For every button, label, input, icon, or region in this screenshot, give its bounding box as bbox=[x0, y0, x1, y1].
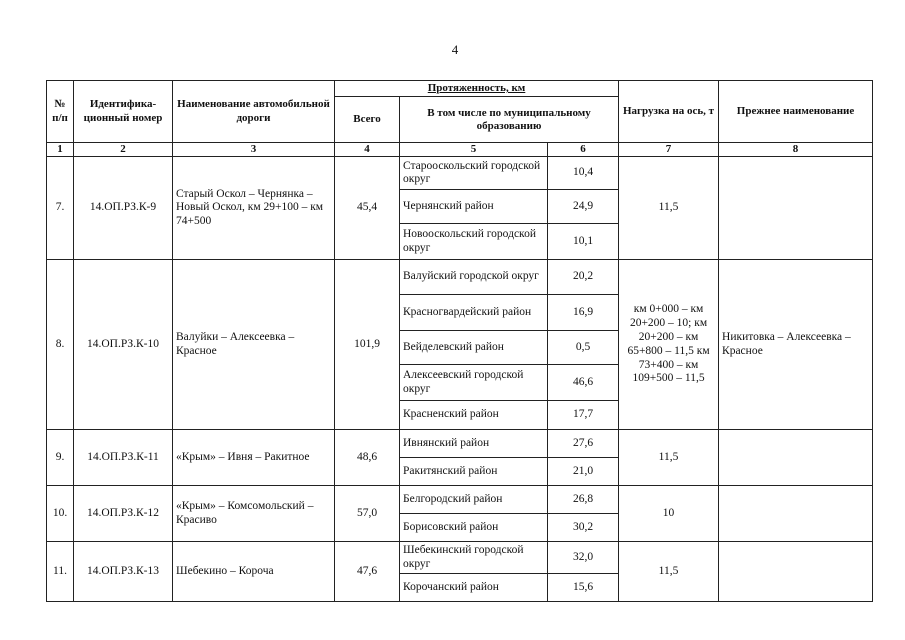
segment-length: 26,8 bbox=[548, 486, 619, 514]
road-name: «Крым» – Ивня – Ракитное bbox=[173, 430, 335, 486]
roads-table bbox=[46, 80, 873, 602]
segment-municipality: Старооскольский городской округ bbox=[400, 157, 548, 190]
column-number: 2 bbox=[74, 143, 173, 157]
road-total-length: 57,0 bbox=[335, 486, 400, 542]
column-number: 3 bbox=[173, 143, 335, 157]
road-total-length: 45,4 bbox=[335, 157, 400, 260]
column-number: 4 bbox=[335, 143, 400, 157]
road-number: 7. bbox=[47, 157, 74, 260]
column-number: 7 bbox=[619, 143, 719, 157]
road-axle-load: 10 bbox=[619, 486, 719, 542]
segment-length: 27,6 bbox=[548, 430, 619, 458]
road-number: 9. bbox=[47, 430, 74, 486]
road-id: 14.ОП.РЗ.К-11 bbox=[74, 430, 173, 486]
header-by-municipality: В том числе по муниципальному образованию bbox=[400, 97, 619, 143]
table-row bbox=[47, 260, 873, 295]
road-total-length: 48,6 bbox=[335, 430, 400, 486]
segment-municipality: Белгородский район bbox=[400, 486, 548, 514]
road-former-name bbox=[719, 486, 873, 542]
road-name: Старый Оскол – Чернянка – Новый Оскол, км 29+100 – км 74+500 bbox=[173, 157, 335, 260]
segment-length: 15,6 bbox=[548, 574, 619, 602]
table-row bbox=[47, 542, 873, 574]
column-number: 6 bbox=[548, 143, 619, 157]
segment-length: 21,0 bbox=[548, 458, 619, 486]
road-axle-load: 11,5 bbox=[619, 157, 719, 260]
header-total: Всего bbox=[335, 97, 400, 143]
header-num: № п/п bbox=[47, 81, 74, 143]
road-number: 11. bbox=[47, 542, 74, 602]
segment-municipality: Красногвардейский район bbox=[400, 295, 548, 331]
road-total-length: 47,6 bbox=[335, 542, 400, 602]
segment-municipality: Ракитянский район bbox=[400, 458, 548, 486]
header-load: Нагрузка на ось, т bbox=[619, 81, 719, 143]
table-row bbox=[47, 486, 873, 514]
segment-municipality: Шебекинский городской округ bbox=[400, 542, 548, 574]
header-id: Идентифика- ционный номер bbox=[74, 81, 173, 143]
segment-municipality: Чернянский район bbox=[400, 190, 548, 224]
road-id: 14.ОП.РЗ.К-10 bbox=[74, 260, 173, 430]
segment-length: 32,0 bbox=[548, 542, 619, 574]
header-former: Прежнее наименование bbox=[719, 81, 873, 143]
road-name: «Крым» – Комсомольский – Красиво bbox=[173, 486, 335, 542]
road-name: Валуйки – Алексеевка – Красное bbox=[173, 260, 335, 430]
road-former-name: Никитовка – Алексеевка – Красное bbox=[719, 260, 873, 430]
road-number: 10. bbox=[47, 486, 74, 542]
segment-length: 17,7 bbox=[548, 401, 619, 430]
segment-municipality: Алексеевский городской округ bbox=[400, 365, 548, 401]
segment-length: 0,5 bbox=[548, 331, 619, 365]
column-number: 1 bbox=[47, 143, 74, 157]
road-total-length: 101,9 bbox=[335, 260, 400, 430]
road-former-name bbox=[719, 157, 873, 260]
segment-length: 20,2 bbox=[548, 260, 619, 295]
road-id: 14.ОП.РЗ.К-13 bbox=[74, 542, 173, 602]
segment-length: 46,6 bbox=[548, 365, 619, 401]
segment-municipality: Новооскольский городской округ bbox=[400, 224, 548, 260]
column-numbers-row bbox=[47, 143, 873, 157]
segment-municipality: Вейделевский район bbox=[400, 331, 548, 365]
road-id: 14.ОП.РЗ.К-9 bbox=[74, 157, 173, 260]
segment-length: 10,1 bbox=[548, 224, 619, 260]
road-axle-load: км 0+000 – км 20+200 – 10; км 20+200 – км 65+800 – 11,5 км 73+400 – км 109+500 – 11,5 bbox=[619, 260, 719, 430]
segment-municipality: Валуйский городской округ bbox=[400, 260, 548, 295]
header-length: Протяженность, км bbox=[335, 81, 619, 97]
segment-length: 24,9 bbox=[548, 190, 619, 224]
road-number: 8. bbox=[47, 260, 74, 430]
segment-length: 30,2 bbox=[548, 514, 619, 542]
road-name: Шебекино – Короча bbox=[173, 542, 335, 602]
page-number: 4 bbox=[451, 42, 459, 57]
column-number: 8 bbox=[719, 143, 873, 157]
road-axle-load: 11,5 bbox=[619, 430, 719, 486]
segment-municipality: Корочанский район bbox=[400, 574, 548, 602]
road-id: 14.ОП.РЗ.К-12 bbox=[74, 486, 173, 542]
road-former-name bbox=[719, 430, 873, 486]
header-name: Наименование автомобильной дороги bbox=[173, 81, 335, 143]
table-row bbox=[47, 430, 873, 458]
table-row bbox=[47, 157, 873, 190]
segment-length: 16,9 bbox=[548, 295, 619, 331]
segment-municipality: Борисовский район bbox=[400, 514, 548, 542]
segment-length: 10,4 bbox=[548, 157, 619, 190]
segment-municipality: Ивнянский район bbox=[400, 430, 548, 458]
column-number: 5 bbox=[400, 143, 548, 157]
road-axle-load: 11,5 bbox=[619, 542, 719, 602]
road-former-name bbox=[719, 542, 873, 602]
segment-municipality: Красненский район bbox=[400, 401, 548, 430]
